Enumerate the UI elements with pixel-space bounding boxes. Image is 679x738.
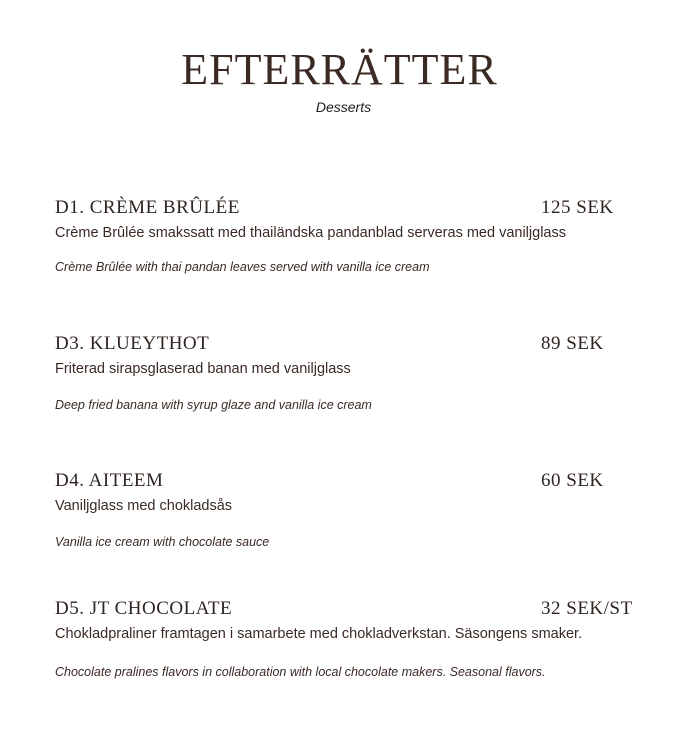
menu-item-description-sv: Crème Brûlée smakssatt med thailändska pandanblad serveras med vaniljglass [55,225,566,241]
menu-item-name: D1. CRÈME BRÛLÉE [55,197,240,218]
menu-item-price: 89 SEK [541,333,604,354]
page-title: EFTERRÄTTER [181,45,498,94]
menu-item-name: D3. KLUEYTHOT [55,333,210,354]
menu-item-description-sv: Friterad sirapsglaserad banan med vaniljglass [55,361,351,377]
menu-item-price: 32 SEK/ST [541,598,633,619]
menu-item-description-en: Crème Brûlée with thai pandan leaves served with vanilla ice cream [55,260,430,274]
menu-item-price: 60 SEK [541,470,604,491]
menu-item-name: D4. AITEEM [55,470,164,491]
menu-item-name: D5. JT CHOCOLATE [55,598,233,619]
menu-item-description-en: Vanilla ice cream with chocolate sauce [55,535,270,549]
menu-item-description-sv: Vaniljglass med chokladsås [55,498,233,514]
menu-item-price: 125 SEK [541,197,614,218]
page-subtitle: Desserts [315,99,372,115]
menu-item-description-en: Chocolate pralines flavors in collaboration with local chocolate makers. Seasonal flavors. [55,665,546,679]
menu-item-description-sv: Chokladpraliner framtagen i samarbete med chokladverkstan. Säsongens smaker. [55,626,583,642]
menu-item-description-en: Deep fried banana with syrup glaze and vanilla ice cream [55,398,372,412]
